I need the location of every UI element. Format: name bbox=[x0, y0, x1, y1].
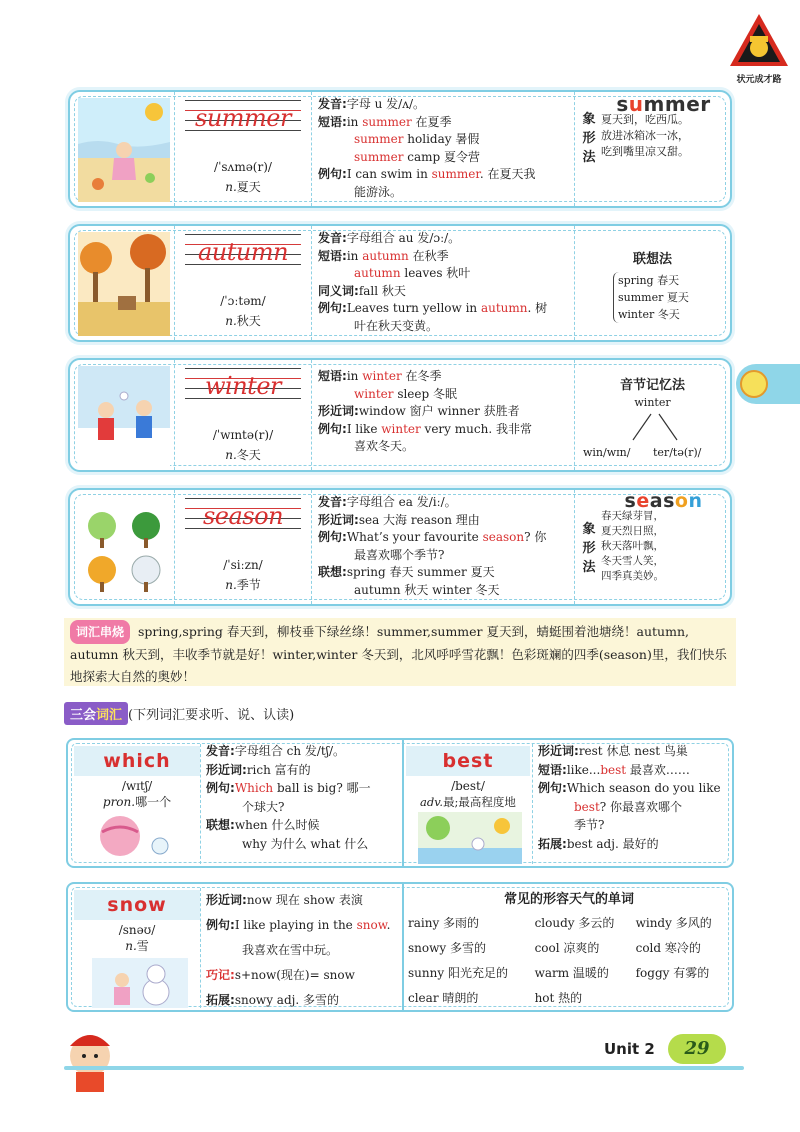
part-of-speech: n.季节 bbox=[225, 578, 261, 592]
publisher-logo bbox=[726, 10, 792, 88]
vocab-card-winter bbox=[68, 358, 732, 472]
vocab-card-summer bbox=[68, 90, 732, 208]
best-phonetic: /best/ adv.最;最高程度地 bbox=[420, 779, 516, 809]
winter-illustration bbox=[78, 366, 170, 464]
mascot-icon bbox=[60, 1026, 140, 1094]
memory-tip: 联想法 spring 春天 summer 夏天 winter 冬天 bbox=[574, 226, 730, 340]
memory-tip: 象形法 season 春天绿芽冒， 夏天烈日照， 秋天落叶飘， 冬天雪人笑， 四季真美妙。 bbox=[574, 490, 730, 604]
vocab-card-season bbox=[68, 488, 732, 606]
memory-tip: 音节记忆法 winter win/wɪn/ ter/tə(r)/ bbox=[574, 360, 730, 470]
part-of-speech: n.秋天 bbox=[225, 314, 261, 328]
headword: season bbox=[202, 502, 284, 530]
vocab-chain bbox=[64, 618, 736, 686]
seasons-illustration bbox=[418, 812, 522, 864]
snow-phonetic: /snəʊ/ n.雪 bbox=[118, 923, 156, 953]
vocab-card-autumn bbox=[68, 224, 732, 342]
which-phonetic: /wɪtʃ/ pron.哪一个 bbox=[102, 779, 172, 809]
pictograph-title: season bbox=[624, 490, 703, 512]
best-notes: 形近词:rest 休息 nest 鸟巢 短语:like...best 最喜欢…… 例句:Which season do you like best? 你最喜欢哪个 季节? 拓展:best adj. 最好的 bbox=[538, 744, 721, 851]
memory-tip: 象形法 summer 夏天到，吃西瓜。 放进冰箱冰一冰， 吃到嘴里凉又甜。 bbox=[574, 92, 730, 206]
section-heading: 三会词汇 (下列词汇要求听、说、认读) bbox=[64, 702, 294, 725]
vocab-card-snow bbox=[66, 882, 734, 1012]
four-seasons-trees bbox=[78, 496, 170, 598]
summer-illustration bbox=[78, 98, 170, 200]
headword-best: best bbox=[406, 746, 530, 776]
vocab-chain-tag: 词汇串烧 bbox=[70, 620, 130, 644]
word-notes: 发音:字母组合 ea 发/iː/。 形近词:sea 大海 reason 理由 例句:What’s your favourite season? 你 最喜欢哪个季节? 联想:spring 春天 summer 夏天 autumn 秋天 winter 冬天 bbox=[318, 495, 547, 597]
headword: autumn bbox=[197, 238, 289, 266]
part-of-speech: n.夏天 bbox=[225, 180, 261, 194]
phonetic: /ˈsʌmə(r)/ bbox=[214, 160, 272, 174]
which-notes: 发音:字母组合 ch 发/tʃ/。 形近词:rich 富有的 例句:Which ball is big? 哪一 个球大? 联想:when 什么时候 why 为什么 what 什么 bbox=[206, 744, 371, 851]
headword-which: which bbox=[74, 746, 200, 776]
part-of-speech: n.冬天 bbox=[225, 448, 261, 462]
phonetic: /ˈwɪntə(r)/ bbox=[212, 428, 274, 442]
pictograph-title: summer bbox=[616, 92, 711, 116]
headword: winter bbox=[205, 372, 281, 400]
weather-words-title: 常见的形容天气的单词 bbox=[503, 892, 634, 907]
phonetic: /ˈsiːzn/ bbox=[223, 558, 263, 572]
footer-rule bbox=[64, 1066, 744, 1070]
snowman-illustration bbox=[92, 958, 188, 1008]
word-notes: 发音:字母 u 发/ʌ/。 短语:in summer 在夏季 summer holiday 暑假 summer camp 夏令营 例句:I can swim in summer. 在夏天我 能游泳。 bbox=[318, 97, 536, 199]
phonetic: /ˈɔːtəm/ bbox=[220, 294, 266, 308]
page-number: 29 bbox=[668, 1034, 726, 1064]
snow-notes: 形近词:now 现在 show 表演 例句:I like playing in the snow. 我喜欢在雪中玩。 巧记:s+now(现在)= snow 拓展:snowy adj. 多雪的 bbox=[206, 893, 391, 1007]
word-notes: 短语:in winter 在冬季 winter sleep 冬眠 形近词:window 窗户 winner 获胜者 例句:I like winter very much. 我非常 喜欢冬天。 bbox=[318, 369, 532, 453]
smiley-icon bbox=[740, 370, 768, 398]
side-tab bbox=[736, 364, 800, 404]
unit-label: Unit 2 bbox=[604, 1040, 655, 1058]
vocab-card-which-best bbox=[66, 738, 734, 868]
brand-name: 状元成才路 bbox=[736, 75, 782, 85]
weather-words-table: rainy 多雨的 cloudy 多云的 windy 多风的 snowy 多雪的 cool 凉爽的 cold 寒冷的 sunny 阳光充足的 warm 温暖的 foggy 有雾的 clear 晴朗的 hot 热的 bbox=[408, 916, 712, 1005]
vocab-chain-text: spring,spring 春天到，柳枝垂下绿丝绦！summer,summer 夏天到，蜻蜓围着池塘绕！autumn, autumn 秋天到，丰收季节就是好！winter,winter 冬天到，北风呼呼雪花飘！色彩斑斓的四季(season)里，我们快乐地探索大自然的奥妙！ bbox=[70, 624, 727, 684]
autumn-illustration bbox=[78, 232, 170, 334]
headword-snow: snow bbox=[74, 890, 200, 920]
word-notes: 发音:字母组合 au 发/ɔː/。 短语:in autumn 在秋季 autumn leaves 秋叶 同义词:fall 秋天 例句:Leaves turn yellow in autumn. 树 叶在秋天变黄。 bbox=[318, 231, 548, 333]
balls-illustration bbox=[90, 814, 190, 862]
headword: summer bbox=[195, 104, 291, 132]
